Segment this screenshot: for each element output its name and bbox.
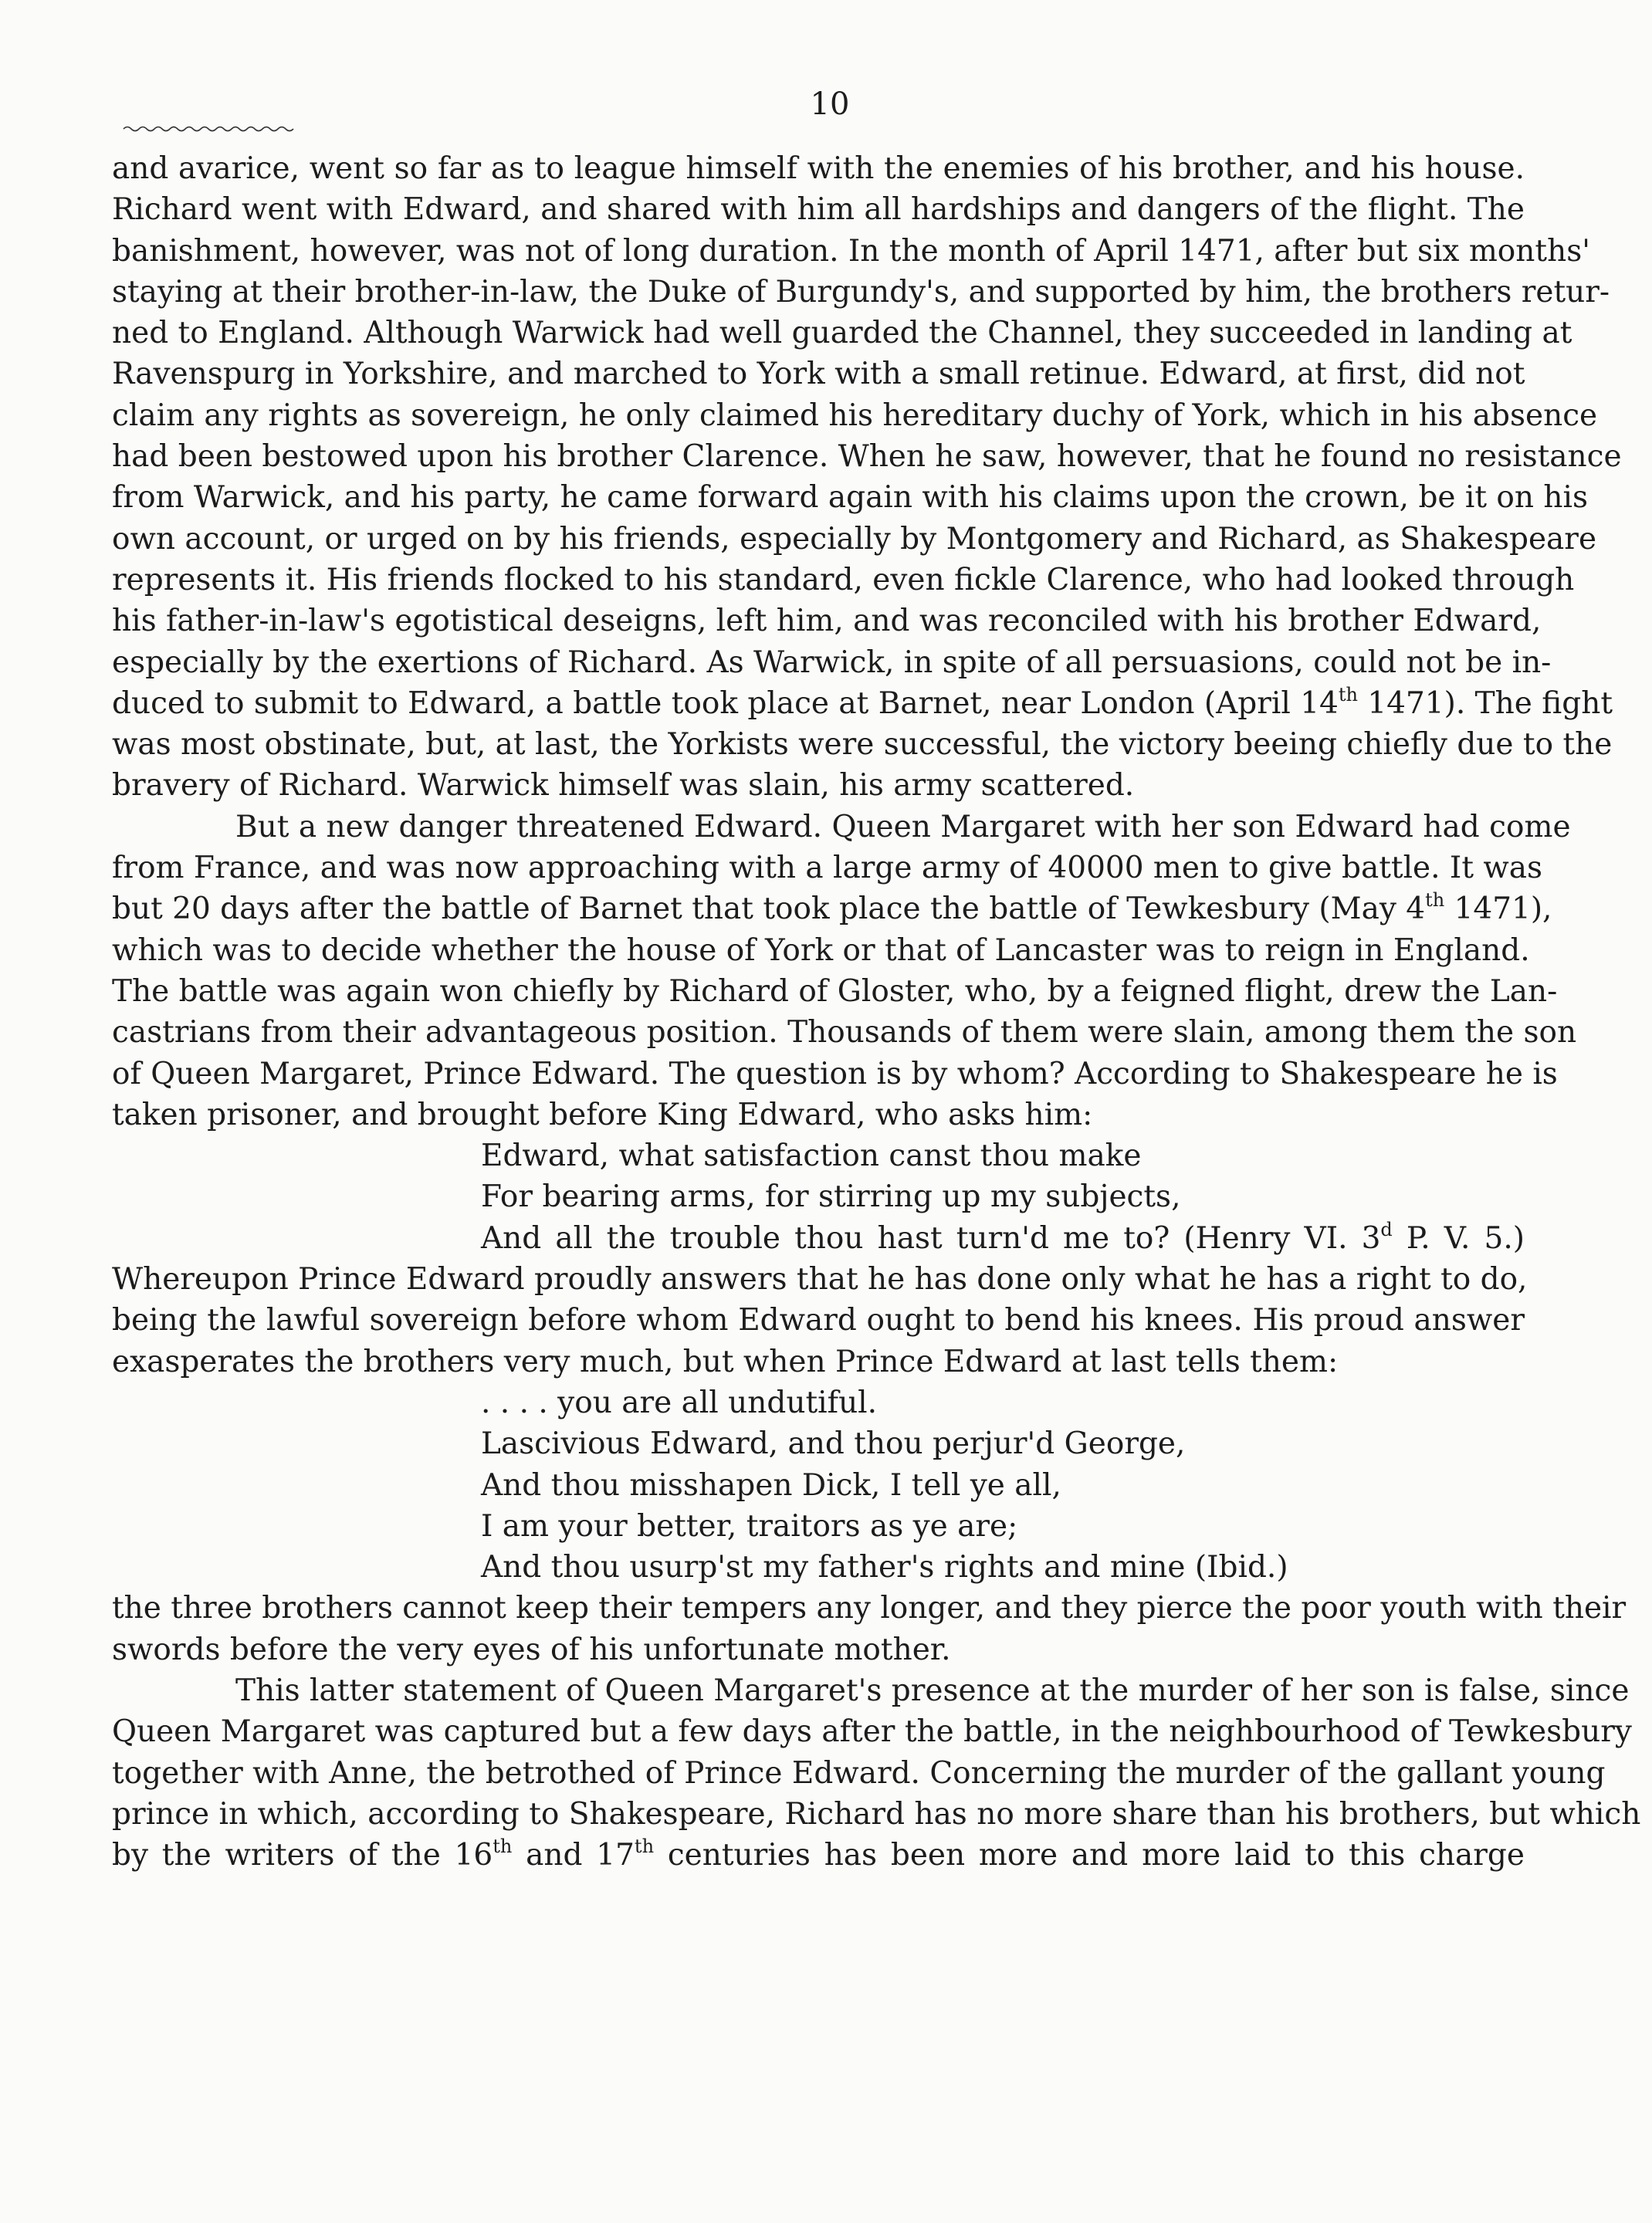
text-line: prince in which, according to Shakespeare, Richard has no more share than his brothers, but which [112,1796,1641,1832]
superscript: th [493,1836,513,1858]
text-line: Whereupon Prince Edward proudly answers that he has done only what he has a right to do, [112,1262,1528,1298]
superscript: th [634,1836,655,1858]
verse-line: Lascivious Edward, and thou perjur'd George, [481,1426,1186,1462]
text-line: claim any rights as sovereign, he only claimed his hereditary duchy of York, which in his absence [112,398,1598,433]
text-line [112,1835,1525,1876]
text-line: staying at their brother-in-law, the Duke of Burgundy's, and supported by him, the brothers retur- [112,274,1610,310]
text-line: his father-in-law's egotistical deseigns, left him, and was reconciled with his brother Edward, [112,604,1542,639]
document-page [112,85,1641,1876]
text-line: bravery of Richard. Warwick himself was slain, his army scattered. [112,768,1135,804]
text-line: represents it. His friends flocked to his standard, even fickle Clarence, who had looked through [112,562,1575,597]
body-text [112,148,1641,1876]
text-line: which was to decide whether the house of York or that of Lancaster was to reign in England. [112,932,1530,968]
text-line: the three brothers cannot keep their tempers any longer, and they pierce the poor youth with their [112,1591,1627,1626]
text-segment: And all the trouble thou hast turn'd me to? (Henry VI. 3 [481,1220,1381,1256]
text-line: and avarice, went so far as to league himself with the enemies of his brother, and his house. [112,151,1525,186]
text-line: The battle was again won chiefly by Richard of Gloster, who, by a feigned flight, drew the Lan- [112,973,1558,1009]
text-line: Ravenspurg in Yorkshire, and marched to York with a small retinue. Edward, at first, did not [112,357,1525,392]
page-number: 10 [810,86,850,122]
verse-line: For bearing arms, for stirring up my subjects, [481,1179,1181,1215]
verse-line: . . . . you are all undutiful. [481,1385,878,1420]
text-segment: 1471). The fight [1357,685,1613,721]
text-segment: centuries has been more and more laid to this charge [654,1838,1525,1873]
text-line [112,683,1613,724]
verse-line [112,1218,1525,1259]
text-line: of Queen Margaret, Prince Edward. The question is by whom? According to Shakespeare he is [112,1056,1558,1091]
text-segment: 1471), [1444,892,1552,927]
verse-line: And thou misshapen Dick, I tell ye all, [481,1467,1061,1503]
verse-line: Edward, what satisfaction canst thou make [481,1139,1142,1174]
text-line: especially by the exertions of Richard. As Warwick, in spite of all persuasions, could not be in- [112,645,1552,680]
text-line: own account, or urged on by his friends, especially by Montgomery and Richard, as Shakespeare [112,521,1597,557]
superscript: d [1380,1218,1393,1240]
text-line: from Warwick, and his party, he came forward again with his claims upon the crown, be it on his [112,480,1589,516]
text-segment: but 20 days after the battle of Barnet that took place the battle of Tewkesbury (May 4 [112,892,1426,927]
text-line: ned to England. Although Warwick had well guarded the Channel, they succeeded in landing at [112,316,1572,351]
text-line: castrians from their advantageous position. Thousands of them were slain, among them the son [112,1015,1577,1051]
text-line: had been bestowed upon his brother Clarence. When he saw, however, that he found no resistance [112,439,1622,475]
text-line: banishment, however, was not of long duration. In the month of April 1471, after but six months' [112,233,1590,269]
text-line: Queen Margaret was captured but a few days after the battle, in the neighbourhood of Tewkesbury [112,1714,1632,1750]
text-segment: by the writers of the 16 [112,1838,493,1873]
text-line: was most obstinate, but, at last, the Yorkists were successful, the victory beeing chiefly due to the [112,727,1613,763]
superscript: th [1425,889,1445,912]
text-line: Richard went with Edward, and shared with him all hardships and dangers of the flight. The [112,192,1525,228]
verse-line: And thou usurp'st my father's rights and mine (Ibid.) [481,1550,1288,1585]
text-line: exasperates the brothers very much, but when Prince Edward at last tells them: [112,1344,1339,1379]
page-number-wavy-rule [124,125,293,133]
text-line: But a new danger threatened Edward. Queen Margaret with her son Edward had come [235,809,1571,844]
text-segment: duced to submit to Edward, a battle took place at Barnet, near London (April 14 [112,685,1339,721]
verse-line: I am your better, traitors as ye are; [481,1508,1018,1544]
text-line: taken prisoner, and brought before King Edward, who asks him: [112,1097,1093,1132]
text-line: This latter statement of Queen Margaret's presence at the murder of her son is false, since [235,1673,1630,1708]
text-line: together with Anne, the betrothed of Prince Edward. Concerning the murder of the gallant young [112,1755,1606,1791]
text-segment: and 17 [512,1838,635,1873]
text-line: swords before the very eyes of his unfortunate mother. [112,1632,951,1667]
text-line: from France, and was now approaching with a large army of 40000 men to give battle. It was [112,851,1543,886]
superscript: th [1338,683,1358,705]
text-segment: P. V. 5.) [1392,1220,1525,1256]
text-line [112,888,1552,929]
text-line: being the lawful sovereign before whom Edward ought to bend his knees. His proud answer [112,1303,1525,1338]
